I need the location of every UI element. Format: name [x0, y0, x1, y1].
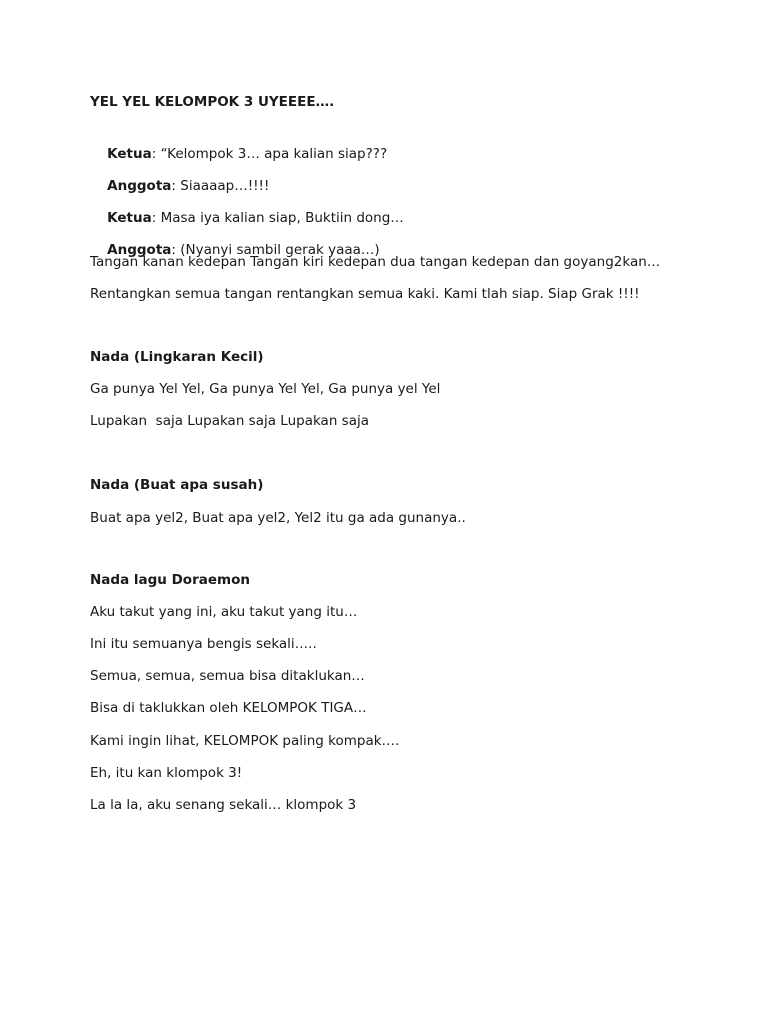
lyric-line: Semua, semua, semua bisa ditaklukan… [90, 668, 365, 684]
dialogue-text: : Masa iya kalian siap, Buktiin dong… [151, 210, 404, 226]
document-title: YEL YEL KELOMPOK 3 UYEEEE…. [90, 94, 335, 110]
lyric-line: La la la, aku senang sekali… klompok 3 [90, 797, 357, 813]
lyric-line: Eh, itu kan klompok 3! [90, 765, 243, 781]
section-heading: Nada (Buat apa susah) [90, 477, 264, 493]
speaker-name: Ketua [107, 210, 152, 226]
lyric-line: Ga punya Yel Yel, Ga punya Yel Yel, Ga punya yel Yel [90, 381, 441, 397]
section-heading: Nada lagu Doraemon [90, 572, 250, 588]
dialogue-text: : Siaaaap…!!!! [171, 178, 270, 194]
speaker-name: Anggota [107, 178, 172, 194]
speaker-name: Ketua [107, 146, 152, 162]
dialogue-text: : “Kelompok 3… apa kalian siap??? [151, 146, 388, 162]
speaker-name: Anggota [107, 242, 172, 258]
body-line: Rentangkan semua tangan rentangkan semua kaki. Kami tlah siap. Siap Grak !!!! [90, 286, 640, 302]
lyric-line: Buat apa yel2, Buat apa yel2, Yel2 itu ga ada gunanya.. [90, 510, 466, 526]
dialogue-text: : (Nyanyi sambil gerak yaaa…) [171, 242, 380, 258]
body-line: Tangan kanan kedepan Tangan kiri kedepan dua tangan kedepan dan goyang2kan… [90, 254, 661, 270]
lyric-line: Kami ingin lihat, KELOMPOK paling kompak…. [90, 733, 400, 749]
lyric-line: Lupakan saja Lupakan saja Lupakan saja [90, 413, 370, 429]
section-heading: Nada (Lingkaran Kecil) [90, 349, 264, 365]
lyric-line: Bisa di taklukkan oleh KELOMPOK TIGA… [90, 700, 367, 716]
lyric-line: Ini itu semuanya bengis sekali….. [90, 636, 317, 652]
lyric-line: Aku takut yang ini, aku takut yang itu… [90, 604, 358, 620]
